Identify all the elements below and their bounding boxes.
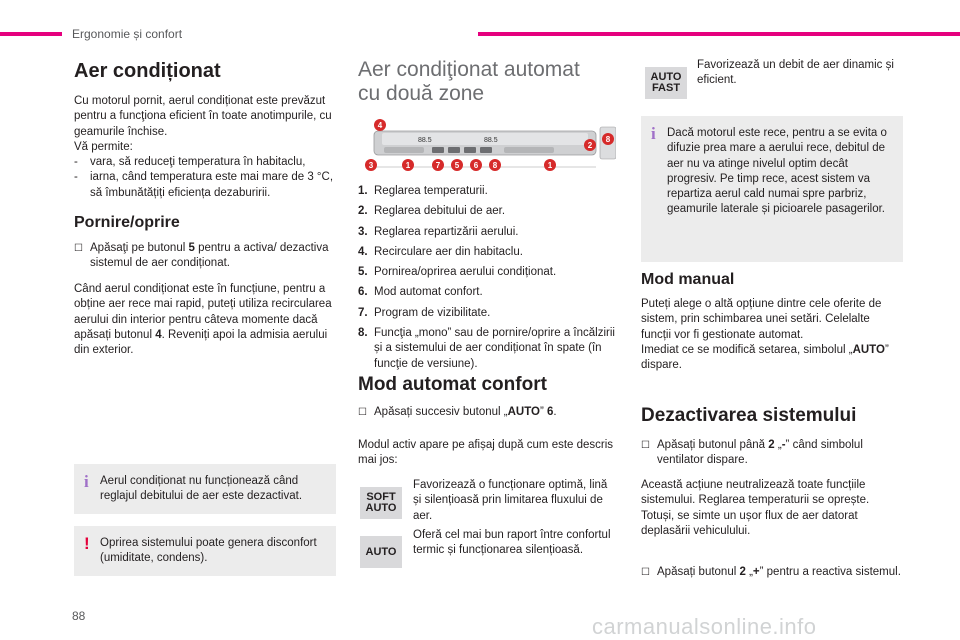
auto-fast-desc: Favorizează un debit de aer dinamic și eficient. [697,59,894,87]
list-item: 2. Reglarea debitului de aer. [358,205,506,218]
soft-auto-desc: Favorizează o funcționare optimă, lină și silențioasă prin limitarea fluxului de aer. [413,479,608,522]
svg-text:88.5: 88.5 [484,137,498,144]
auto-comfort-heading-wrap [358,372,620,397]
callout-3: 3 [368,161,374,170]
info-icon: i [84,472,89,491]
auto-mode-icon: AUTO [360,536,402,568]
callout-8-right: 8 [605,135,611,144]
callout-7: 7 [435,161,441,170]
dual-zone-title: Aer condiţionat automat cu două zone [358,58,580,105]
auto-instruction: ☐ Apăsați succesiv butonul „AUTO” 6. [358,405,620,420]
onoff-heading: Pornire/oprire [74,214,180,231]
svg-text:88.5: 88.5 [418,137,432,144]
list-item: 8. Funcţia „mono” sau de pornire/oprire a încălzirii și a sistemului de aer condiționat în spate (în funcţie de versiune). [358,326,615,370]
page-title: Aer condiționat [74,60,221,82]
permit-text: Vă permite: [74,140,133,153]
climate-control-panel-illustration [364,117,616,175]
checkbox-bullet-icon: ☐ [641,567,650,578]
list-item: - vara, să reduceţi temperatura în habitaclu, [74,156,306,169]
callout-6: 6 [473,161,479,170]
auto-comfort-heading: Mod automat confort [358,374,547,395]
info-note: i Aerul condiționat nu funcționează când reglajul debitului de aer este dezactivat. [74,464,336,514]
section-header: Ergonomie și confort [72,27,183,41]
header-accent-left [0,32,62,36]
cold-engine-note: i Dacă motorul este rece, pentru a se evita o difuzie prea mare a aerului rece, debitul de aer nu va atinge nivelul optim decât progresiv. Pe timp rece, acest sistem va repartiza aerul cald numai spre parbriz, geamurile laterale și picioarele pasagerilor. [641,116,903,262]
page-number: 88 [72,609,86,623]
callout-4: 4 [377,121,383,130]
intro-block [74,94,339,201]
checkbox-bullet-icon: ☐ [74,243,83,254]
deactivate-heading-wrap [641,403,903,428]
intro-text: Cu motorul pornit, aerul condiționat este prevăzut pentru a funcţiona eficient în toate anotimpurile, cu geamurile închise. [74,95,332,138]
cold-air-text: Când aerul condiționat este în funcțiune, pentru a obține aer rece mai rapid, puteți utiliza recircularea aerului din interior pentru câteva momente dacă apăsați butonul 4. Reveniți apoi la admisia aerului din exterior. [74,283,332,357]
auto-desc: Oferă cel mai bun raport între confortul termic și funcționarea silențioasă. [413,529,611,557]
legend-list [358,184,620,372]
deactivate-text: Această acțiune neutralizează toate funcțiile sistemului. Reglarea temperaturii se oprește. Totuși, se simte un ușor flux de aer datorat deplasării vehiculului. [641,479,870,537]
permit-list [74,155,339,201]
callout-8-bottom: 8 [492,161,498,170]
header-accent-bar [478,32,960,36]
dual-zone-title-wrap [358,58,620,105]
auto-fast-mode-icon: AUTO FAST [645,67,687,99]
manual-text: Puteți alege o altă opțiune dintre cele oferite de sistem, prin schimbarea unei setări. Celelalte funcții vor fi gestionate automat. Imediat ce se modifică setarea, simbolul „AUTO” dispare. [641,298,889,372]
list-item: 5. Pornirea/oprirea aerului condiționat. [358,266,557,279]
checkbox-bullet-icon: ☐ [358,407,367,418]
checkbox-bullet-icon: ☐ [641,440,650,451]
manual-heading: Mod manual [641,271,735,288]
warning-note: ! Oprirea sistemului poate genera disconfort (umiditate, condens). [74,526,336,576]
callout-2: 2 [587,141,593,150]
callout-1-right: 1 [547,161,553,170]
list-item: 1. Reglarea temperaturii. [358,185,488,197]
display-text: Modul activ apare pe afișaj după cum este descris mai jos: [358,439,614,467]
info-icon: i [651,124,656,143]
reactivate-instruction: ☐ Apăsați butonul 2 „+” pentru a reactiva sistemul. [641,565,903,580]
column-aer-conditionat [74,60,339,82]
deactivate-heading: Dezactivarea sistemului [641,405,857,426]
soft-auto-mode-icon: SOFT AUTO [360,487,402,519]
list-item: 6. Mod automat confort. [358,286,483,299]
callout-5: 5 [454,161,460,170]
warning-exclamation-icon: ! [84,534,90,553]
list-item: 3. Reglarea repartizării aerului. [358,225,519,238]
onoff-instruction: ☐ Apăsaţi pe butonul 5 pentru a activa/ dezactiva sistemul de aer condiționat. [74,241,339,272]
legend-list-wrap [358,184,620,377]
list-item: 7. Program de vizibilitate. [358,306,491,319]
watermark: carmanualsonline.info [592,614,817,639]
manual-heading-wrap [641,269,903,290]
list-item: 4. Recirculare aer din habitaclu. [358,245,523,258]
callout-1-left: 1 [405,161,411,170]
deactivate-instruction: ☐ Apăsați butonul până 2 „-” când simbolul ventilator dispare. [641,438,903,469]
list-item: - iarna, când temperatura este mai mare de 3 °C, să îmbunătățiți eficiența dezaburirii. [74,171,334,199]
onoff-heading-wrap [74,212,339,233]
